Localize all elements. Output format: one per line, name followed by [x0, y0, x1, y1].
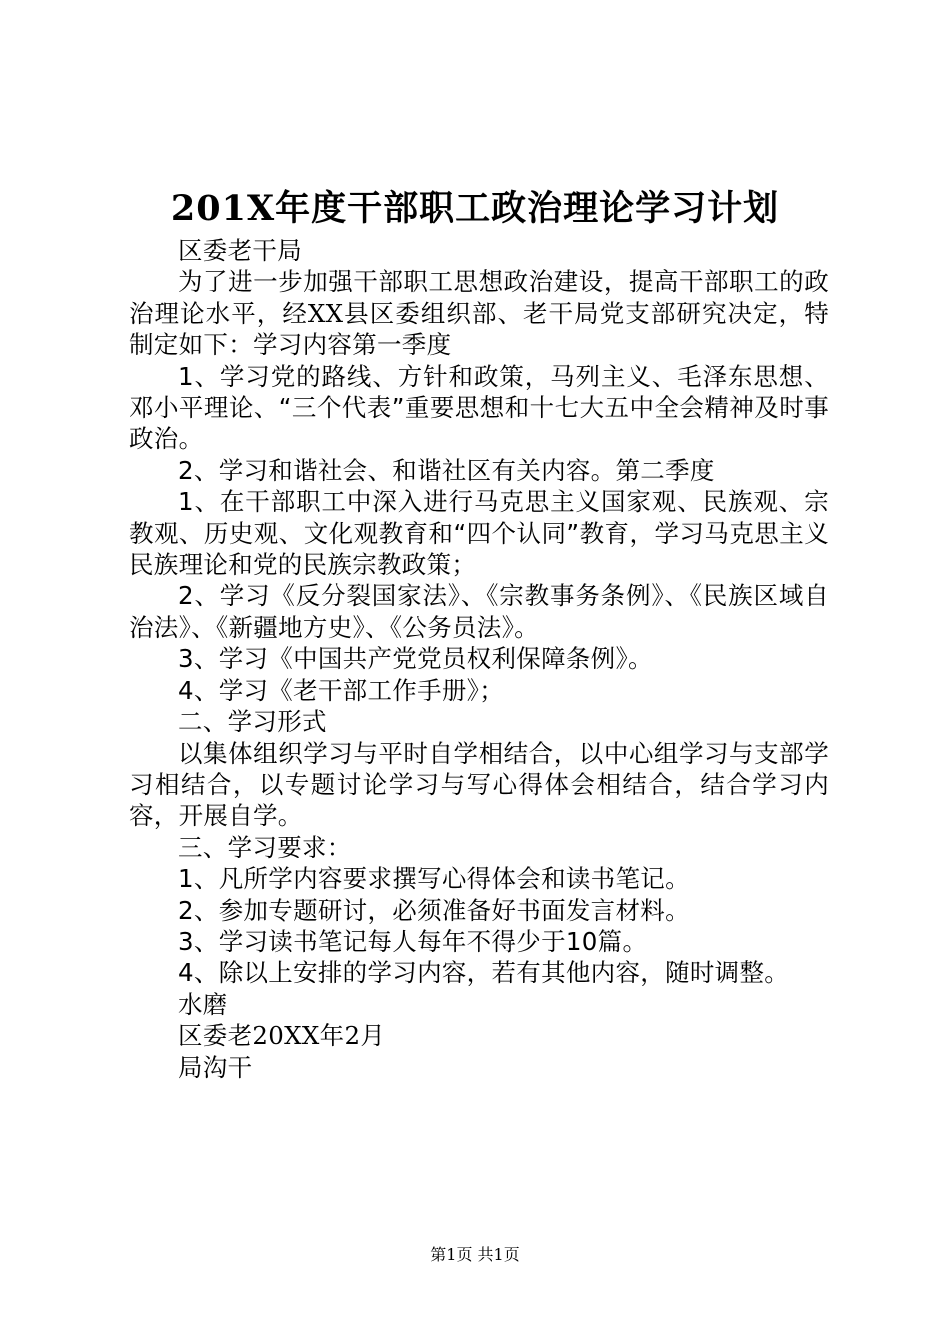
paragraph-text: 1、在干部职工中深入进行马克思主义国家观、民族观、宗教观、历史观、文化观教育和“四个认同”教育，学习马克思主义民族理论和党的民族宗教政策； — [129, 487, 829, 580]
paragraph-text: 4、学习《老干部工作手册》； — [178, 675, 505, 705]
paragraph-text: 3、学习《中国共产党党员权利保障条例》。 — [178, 644, 653, 674]
paragraph-text: 3、学习读书笔记每人每年不得少于10篇。 — [178, 926, 648, 956]
signature-line-1 — [129, 989, 829, 1020]
paragraph-text: 4、除以上安排的学习内容，若有其他内容，随时调整。 — [178, 958, 790, 988]
signature-line-2 — [129, 1020, 829, 1051]
document-body — [129, 235, 829, 1083]
paragraph-q2-item-2 — [129, 580, 829, 643]
document-title: 201X年度干部职工政治理论学习计划 — [170, 188, 780, 229]
paragraph-study-form — [129, 738, 829, 832]
paragraph-q2-item-1 — [129, 486, 829, 580]
paragraph-department — [129, 235, 829, 266]
paragraph-q2-item-3 — [129, 643, 829, 674]
paragraph-q1-item-1 — [129, 361, 829, 455]
paragraph-text: 2、参加专题研讨，必须准备好书面发言材料。 — [178, 895, 690, 925]
paragraph-text: 二、学习形式 — [178, 707, 327, 737]
paragraph-requirement-2 — [129, 895, 829, 926]
paragraph-text: 1、学习党的路线、方针和政策，马列主义、毛泽东思想、邓小平理论、“三个代表”重要思想和十七大五中全会精神及时事政治。 — [129, 361, 829, 454]
paragraph-text: 1、凡所学内容要求撰写心得体会和读书笔记。 — [178, 864, 690, 894]
section-heading-study-form — [129, 706, 829, 737]
paragraph-requirement-1 — [129, 863, 829, 894]
paragraph-text: 为了进一步加强干部职工思想政治建设，提高干部职工的政治理论水平，经XX县区委组织部、老干局党支部研究决定，特制定如下：学习内容第一季度 — [129, 267, 829, 360]
paragraph-requirement-4 — [129, 957, 829, 988]
paragraph-text: 三、学习要求： — [178, 832, 352, 862]
section-heading-requirements — [129, 832, 829, 863]
paragraph-text: 2、学习和谐社会、和谐社区有关内容。 — [178, 455, 616, 485]
paragraph-text: 以集体组织学习与平时自学相结合，以中心组学习与支部学习相结合，以专题讨论学习与写心得体会相结合，结合学习内容，开展自学。 — [129, 738, 829, 831]
paragraph-text: 区委老20XX年2月 — [178, 1021, 386, 1051]
section-heading-second-quarter: 第二季度 — [615, 455, 715, 485]
paragraph-q1-item-2 — [129, 455, 829, 486]
signature-line-3 — [129, 1052, 829, 1083]
page-number-footer: 第1页 共1页 — [430, 1245, 520, 1264]
paragraph-text: 局沟干 — [178, 1052, 253, 1082]
paragraph-text: 2、学习《反分裂国家法》、《宗教事务条例》、《民族区域自治法》、《新疆地方史》、《公务员法》。 — [129, 581, 829, 642]
paragraph-requirement-3 — [129, 926, 829, 957]
paragraph-intro — [129, 266, 829, 360]
paragraph-text: 水磨 — [178, 989, 228, 1019]
paragraph-text: 区委老干局 — [178, 236, 302, 265]
paragraph-q2-item-4 — [129, 675, 829, 706]
